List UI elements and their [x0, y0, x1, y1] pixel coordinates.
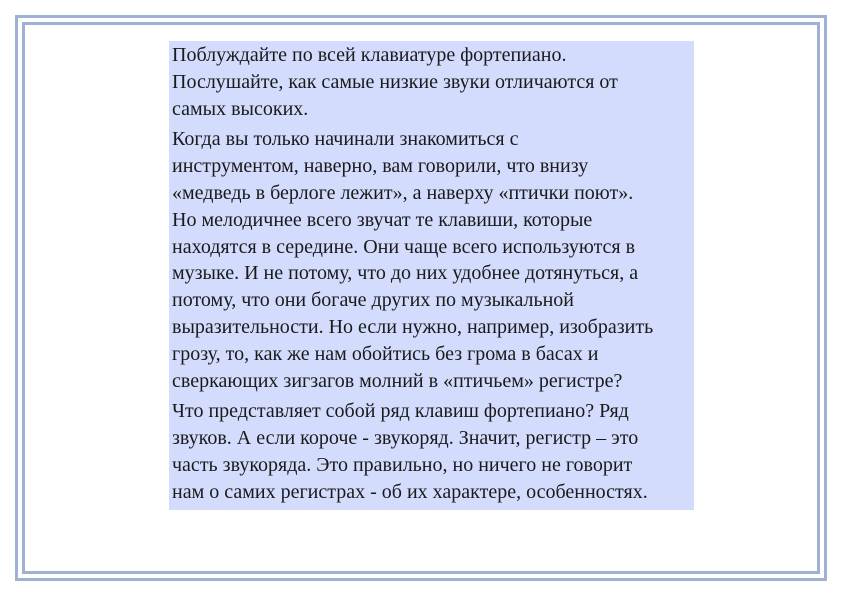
text-line: потому, что они богаче других по музыкальной: [172, 289, 575, 312]
text-line: музыке. И не потому, что до них удобнее дотянуться, а: [172, 262, 639, 285]
text-line: Когда вы только начинали знакомиться с: [172, 128, 519, 151]
text-block: [169, 41, 694, 510]
text-line: грозу, то, как же нам обойтись без грома в басах и: [172, 342, 599, 365]
paragraph-2: [172, 126, 694, 394]
paragraph-3: [172, 398, 694, 505]
text-line: Но мелодичнее всего звучат те клавиши, которые: [172, 208, 593, 231]
text-line: Что представляет собой ряд клавиш фортепиано? Ряд: [172, 400, 629, 423]
text-line: инструментом, наверно, вам говорили, что внизу: [172, 155, 589, 178]
text-line: выразительности. Но если нужно, например, изобразить: [172, 315, 654, 338]
text-line: «медведь в берлоге лежит», а наверху «птички поют».: [172, 181, 634, 204]
text-line: сверкающих зигзагов молний в «птичьем» регистре?: [172, 369, 623, 392]
text-line: часть звукоряда. Это правильно, но ничего не говорит: [172, 453, 633, 476]
text-line: Поблуждайте по всей клавиатуре фортепиано.: [172, 44, 567, 66]
text-line: Послушайте, как самые низкие звуки отличаются от: [172, 70, 618, 93]
text-line: самых высоких.: [172, 97, 309, 120]
text-line: нам о самих регистрах - об их характере, особенностях.: [172, 480, 648, 503]
text-line: звуков. А если короче - звукоряд. Значит, регистр – это: [172, 427, 639, 450]
text-line: находятся в середине. Они чаще всего используются в: [172, 235, 636, 258]
paragraph-1: [172, 42, 694, 122]
